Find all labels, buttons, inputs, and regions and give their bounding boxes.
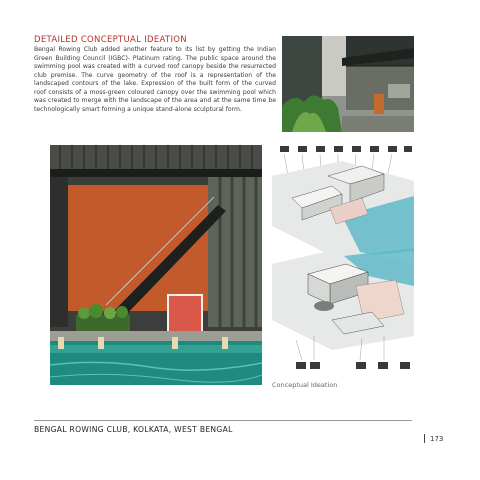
page-number: 173 [430,435,444,443]
section-heading: DETAILED CONCEPTUAL IDEATION [34,35,187,45]
footer-divider [34,420,412,421]
body-paragraph: Bengal Rowing Club added another feature to its list by getting the Indian Green Building Council (IGBC)- Platinum rating. The public space around the swimming pool was created with a curved roof canopy beside the resurrected club premise. The curve geometry of the roof is a representation of the landscaped contours of the lake. Expression of the built form of the curved roof consists of a moss-green coloured canopy over the swimming pool which was created to merge with the landscape of the area and at the same time be technologically smart forming a unique stand-alone sculptural form. [34,46,276,113]
conceptual-ideation-diagram [272,136,414,380]
diagram-caption: Conceptual Ideation [272,381,338,389]
building-exterior-photo [282,36,414,132]
footer-project-title: BENGAL ROWING CLUB, KOLKATA, WEST BENGAL [34,425,233,434]
swimming-pool-photo [50,145,262,385]
page-number-divider [424,434,425,443]
